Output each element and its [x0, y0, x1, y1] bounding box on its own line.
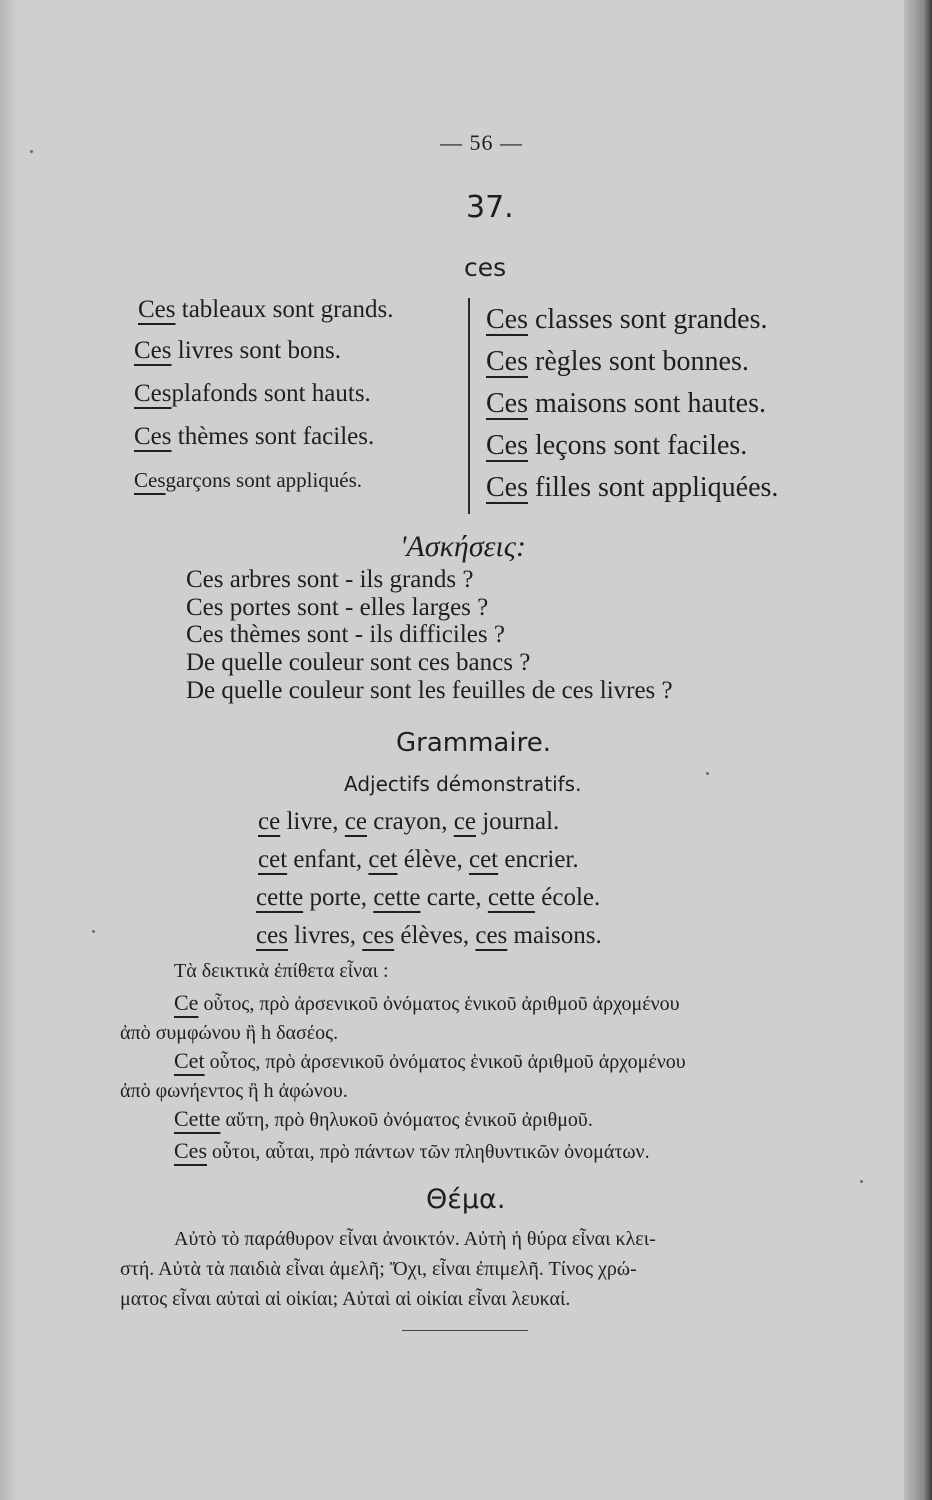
noun-word: encrier. — [498, 846, 579, 873]
theme-line: ματος εἶναι αὐταὶ αἱ οἰκίαι; Αὐταὶ αἱ οἰκίαι εἶναι λευκαί. — [120, 1288, 571, 1310]
rule-text: οὗτος, πρὸ ἀρσενικοῦ ὀνόματος ἑνικοῦ ἀριθμοῦ ἀρχομένου — [204, 1051, 686, 1073]
rule-ces — [174, 1138, 650, 1164]
demonstrative-word: cet — [368, 846, 398, 873]
theme-line: στή. Αὐτὰ τὰ παιδιὰ εἶναι ἀμελῆ; Ὄχι, εἶναι ἐπιμελῆ. Τίνος χρώ- — [120, 1258, 637, 1280]
demonstrative-row-ces — [256, 922, 602, 950]
example-right-2 — [486, 346, 749, 378]
theme-line: Αὐτὸ τὸ παράθυρον εἶναι ἀνοικτόν. Αὐτὴ ἡ θύρα εἶναι κλει- — [174, 1228, 656, 1250]
demonstrative-word: ces — [362, 922, 395, 949]
demonstrative-word: ces — [475, 922, 508, 949]
demonstrative-word: ce — [258, 808, 281, 835]
rule-ce-continued: ἀπὸ συμφώνου ἢ h δασέος. — [120, 1022, 339, 1044]
grammar-intro: Τὰ δεικτικὰ ἐπίθετα εἶναι : — [174, 960, 389, 982]
demonstrative-word: cette — [487, 884, 535, 911]
noun-word: livre, — [280, 808, 345, 835]
paper-speck — [706, 772, 709, 775]
sentence-rest: classes sont grandes. — [528, 304, 768, 335]
demonstrative-row-cette — [256, 884, 600, 912]
demonstrative-word: Ces — [174, 1138, 207, 1163]
end-rule — [402, 1330, 528, 1331]
demonstrative-word: cette — [256, 884, 304, 911]
noun-word: élèves, — [394, 922, 476, 949]
sentence-rest: maisons sont hautes. — [528, 388, 766, 419]
lesson-keyword: ces — [464, 253, 507, 282]
sentence-rest: leçons sont faciles. — [528, 430, 748, 461]
example-left-5 — [134, 468, 362, 493]
example-right-4 — [486, 430, 747, 462]
example-left-1 — [138, 296, 394, 324]
sentence-rest: thèmes sont faciles. — [171, 423, 375, 450]
example-left-3 — [134, 380, 371, 408]
demonstrative-word: Ces — [138, 296, 176, 323]
demonstrative-word: Ces — [486, 388, 528, 419]
page-number: — 56 — — [440, 130, 523, 155]
demonstrative-word: Ces — [486, 472, 528, 503]
sentence-rest: livres sont bons. — [171, 337, 341, 364]
exercise-question: Ces portes sont - elles larges ? — [186, 594, 489, 621]
example-left-2 — [134, 337, 341, 365]
exercise-question: Ces arbres sont - ils grands ? — [186, 566, 474, 593]
exercise-question: De quelle couleur sont les feuilles de ces livres ? — [186, 677, 673, 704]
example-right-1 — [486, 304, 768, 336]
rule-text: αὕτη, πρὸ θηλυκοῦ ὀνόματος ἑνικοῦ ἀριθμοῦ. — [220, 1109, 593, 1131]
demonstrative-word: Ce — [174, 990, 199, 1015]
noun-word: enfant, — [287, 846, 369, 873]
noun-word: carte, — [420, 884, 488, 911]
rule-text: οὗτος, πρὸ ἀρσενικοῦ ὀνόματος ἑνικοῦ ἀριθμοῦ ἀρχομένου — [198, 993, 680, 1015]
rule-text: οὗτοι, αὗται, πρὸ πάντων τῶν πληθυντικῶν ὀνομάτων. — [207, 1141, 650, 1163]
demonstrative-word: Ces — [134, 337, 172, 364]
sentence-rest: règles sont bonnes. — [528, 346, 749, 377]
paper-speck — [860, 1180, 863, 1183]
demonstrative-word: cet — [468, 846, 499, 873]
noun-word: crayon, — [366, 808, 454, 835]
paper-speck — [30, 150, 33, 153]
exercise-question: De quelle couleur sont ces bancs ? — [186, 649, 531, 676]
theme-title: Θέμα. — [426, 1184, 506, 1215]
demonstrative-word: Ces — [134, 468, 166, 492]
noun-word: porte, — [303, 884, 374, 911]
example-right-3 — [486, 388, 766, 420]
rule-cet-continued: ἀπὸ φωνήεντος ἢ h ἀφώνου. — [120, 1080, 348, 1102]
noun-word: livres, — [287, 922, 363, 949]
demonstrative-row-cet — [258, 846, 579, 874]
demonstrative-word: Ces — [486, 430, 528, 461]
sentence-rest: tableaux sont grands. — [175, 296, 394, 323]
demonstrative-word: cet — [258, 846, 288, 873]
noun-word: journal. — [475, 808, 560, 835]
exercises-title: 'Ασκήσεις: — [400, 530, 526, 563]
grammar-title: Grammaire. — [396, 728, 551, 758]
sentence-rest: filles sont appliquées. — [528, 472, 779, 503]
rule-cet — [174, 1048, 686, 1074]
noun-word: élève, — [397, 846, 469, 873]
paper-speck — [92, 930, 95, 933]
demonstrative-word: Cette — [174, 1106, 221, 1131]
sentence-rest: garçons sont appliqués. — [165, 468, 363, 492]
demonstrative-word: ce — [453, 808, 476, 835]
demonstrative-word: Ces — [486, 304, 528, 335]
sentence-rest: plafonds sont hauts. — [171, 380, 371, 407]
demonstrative-word: Ces — [134, 423, 172, 450]
demonstrative-word: Ces — [134, 380, 172, 407]
demonstrative-word: ces — [256, 922, 288, 949]
column-divider — [468, 298, 470, 514]
demonstrative-word: Cet — [174, 1048, 205, 1073]
example-right-5 — [486, 472, 778, 504]
exercise-question: Ces thèmes sont - ils difficiles ? — [186, 621, 505, 648]
noun-word: école. — [535, 884, 601, 911]
noun-word: maisons. — [507, 922, 602, 949]
demonstrative-word: Ces — [486, 346, 528, 377]
demonstrative-word: ce — [344, 808, 367, 835]
demonstrative-row-ce — [258, 808, 559, 836]
example-left-4 — [134, 423, 374, 451]
rule-ce — [174, 990, 680, 1016]
demonstrative-word: cette — [373, 884, 421, 911]
lesson-number: 37. — [466, 190, 514, 225]
grammar-subtitle: Adjectifs démonstratifs. — [344, 772, 582, 796]
rule-cette — [174, 1106, 593, 1132]
